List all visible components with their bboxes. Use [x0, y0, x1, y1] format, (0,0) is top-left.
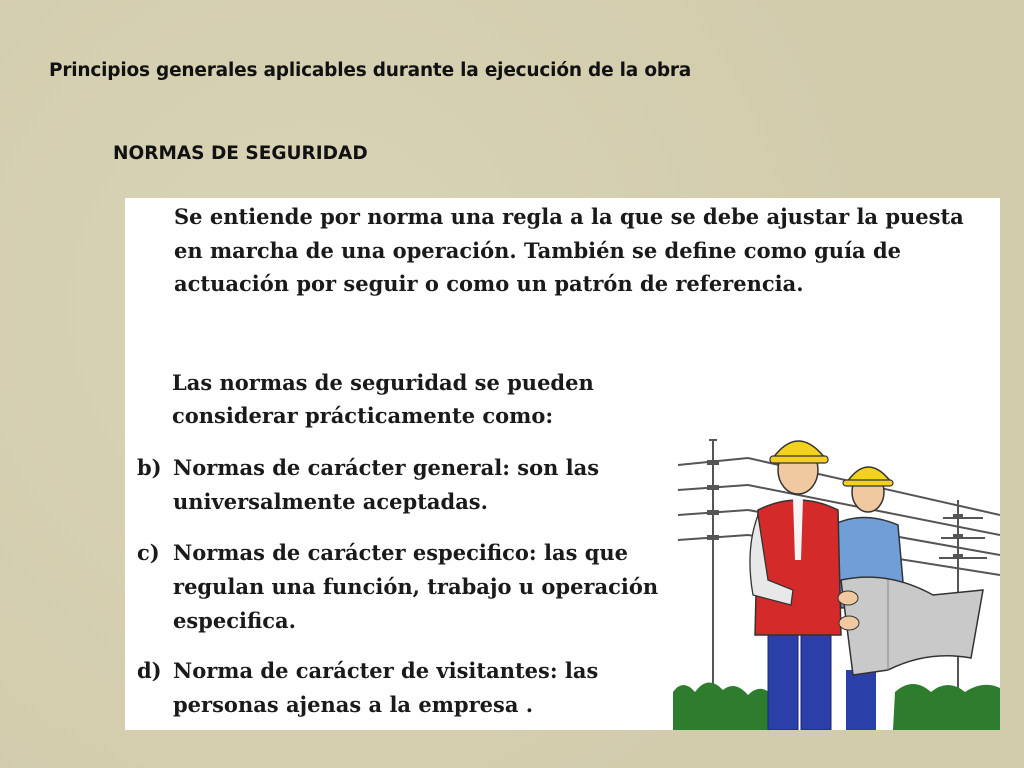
list-item-line: regulan una función, trabajo u operación: [173, 574, 659, 599]
content-panel: [125, 198, 1000, 730]
list-item-line: Normas de carácter especifico: las que: [173, 540, 629, 565]
worker-front-figure: [750, 441, 841, 730]
construction-workers-with-blueprint-icon: [673, 430, 1000, 730]
list-item-line: Normas de carácter general: son las: [173, 455, 600, 480]
section-title: NORMAS DE SEGURIDAD: [113, 143, 368, 164]
list-item-line: universalmente aceptadas.: [173, 489, 488, 514]
intro-paragraph: [172, 366, 594, 432]
definition-line: actuación por seguir o como un patrón de referencia.: [174, 271, 804, 296]
definition-paragraph: [174, 200, 994, 301]
list-marker: d): [137, 658, 162, 683]
intro-line: Las normas de seguridad se pueden: [172, 370, 594, 395]
definition-line: Se entiende por norma una regla a la que se debe ajustar la puesta: [174, 204, 964, 229]
definition-line: en marcha de una operación. También se define como guía de: [174, 237, 902, 263]
list-marker: b): [137, 455, 162, 480]
list-item-line: Norma de carácter de visitantes: las: [173, 658, 599, 683]
list-item-line: personas ajenas a la empresa .: [173, 692, 534, 717]
intro-line: considerar prácticamente como:: [172, 403, 554, 428]
list-marker: c): [137, 540, 160, 565]
list-item-line: especifica.: [173, 608, 296, 633]
slide-title: Principios generales aplicables durante la ejecución de la obra: [49, 60, 692, 81]
